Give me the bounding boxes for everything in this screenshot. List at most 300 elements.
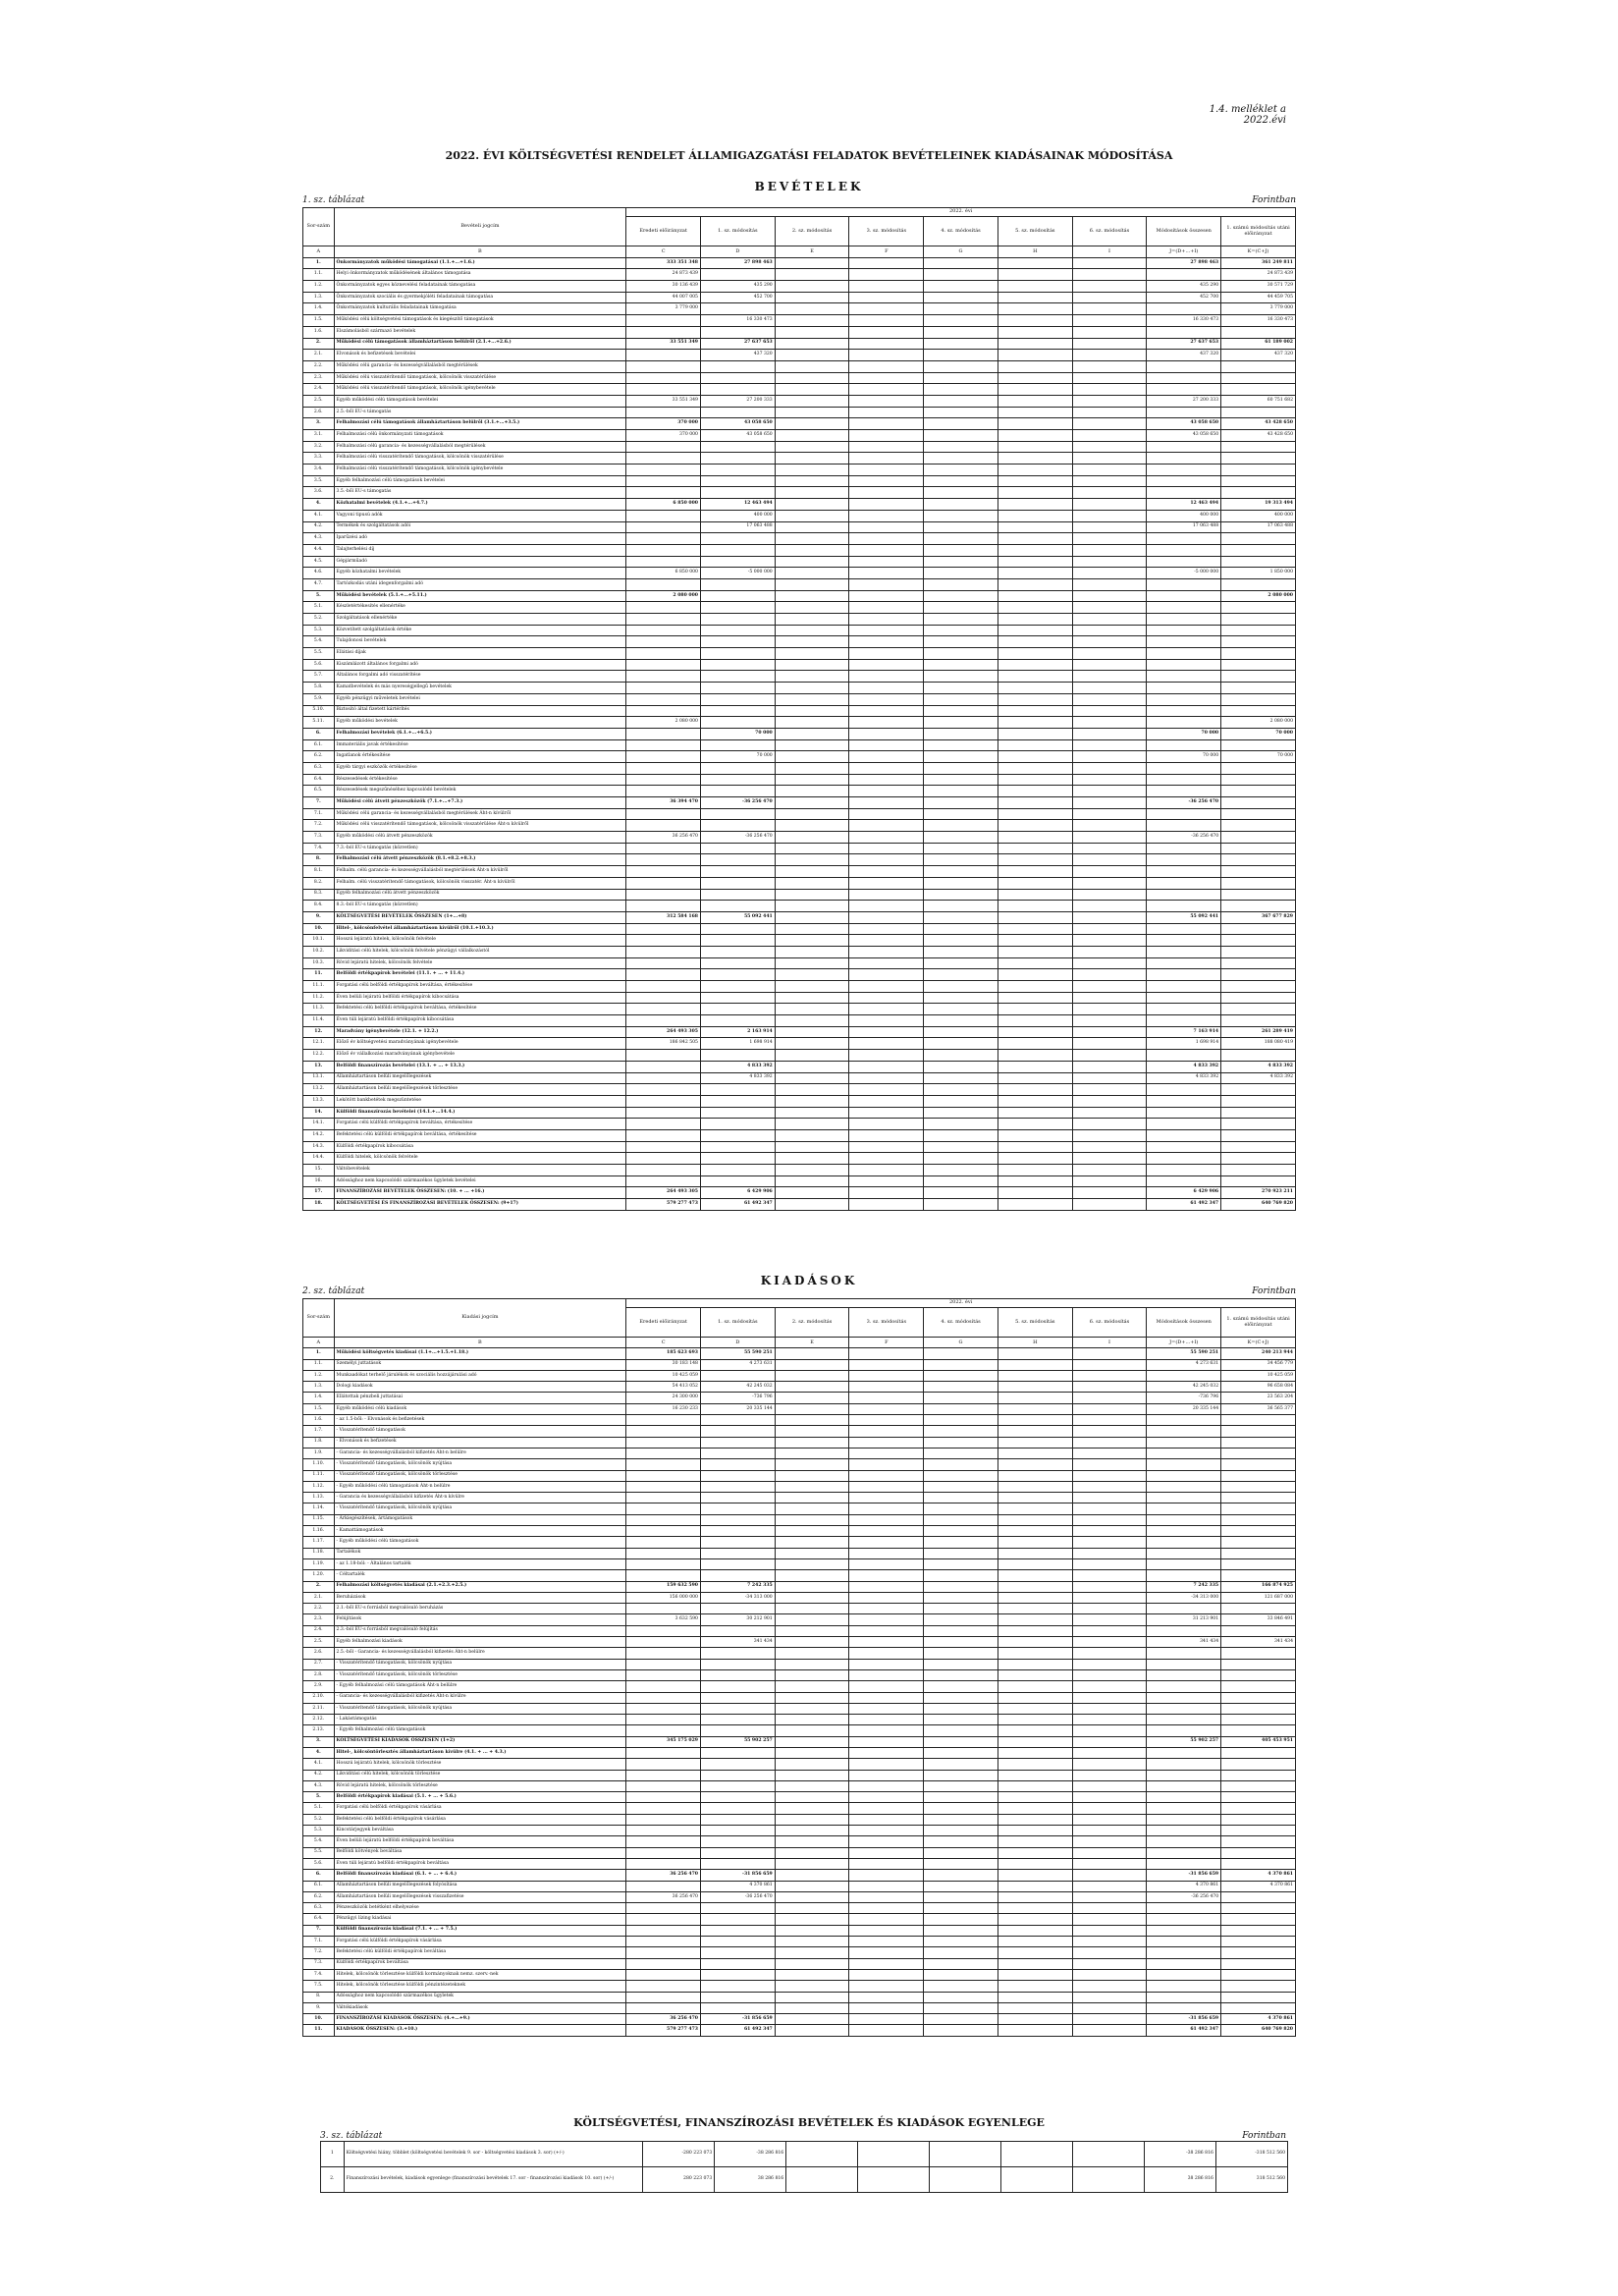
value-mod-3 xyxy=(849,1393,924,1403)
table-row xyxy=(303,1348,1296,1359)
value-modositasok xyxy=(1147,1370,1221,1381)
value-mod-1 xyxy=(700,1770,775,1780)
value-mod-3 xyxy=(849,1648,924,1659)
row-title: Munkaadókat terhelő járulékok és szociális hozzájárulási adó xyxy=(334,1370,626,1381)
value-modositott: 33 846 491 xyxy=(1221,1614,1296,1625)
value-modositott xyxy=(1221,1514,1296,1525)
value-mod-3 xyxy=(849,521,924,533)
value-mod-1 xyxy=(700,1725,775,1736)
row-number: 3.6. xyxy=(303,487,335,499)
value-mod-4 xyxy=(924,475,998,487)
value-mod-6 xyxy=(1072,1592,1147,1603)
value-mod-1 xyxy=(700,1481,775,1492)
value-modositott xyxy=(1221,693,1296,705)
table-row xyxy=(303,1061,1296,1072)
value-mod-5 xyxy=(998,1736,1072,1747)
value-mod-1: 7 242 335 xyxy=(700,1581,775,1592)
expense-heading: KIADÁSOK xyxy=(760,1274,858,1287)
value-mod-6 xyxy=(1072,1038,1147,1050)
table-row xyxy=(303,1548,1296,1558)
value-modositasok xyxy=(1147,1826,1221,1836)
value-mod-3 xyxy=(849,1747,924,1758)
value-mod-4 xyxy=(924,1692,998,1703)
value-mod-4 xyxy=(924,281,998,293)
value-modositasok xyxy=(1147,1759,1221,1770)
value-mod-5 xyxy=(998,866,1072,878)
value-mod-1 xyxy=(700,475,775,487)
value-mod-6 xyxy=(1072,1199,1147,1211)
value-mod-5 xyxy=(998,1858,1072,1869)
value-mod-5 xyxy=(998,487,1072,499)
value-eredeti xyxy=(626,636,701,648)
value-mod-3 xyxy=(849,395,924,407)
value-mod-4 xyxy=(924,820,998,832)
col-sorszam: Sor-szám xyxy=(303,208,335,246)
table-row xyxy=(303,923,1296,935)
value-mod-2 xyxy=(775,832,849,844)
value-mod-2 xyxy=(775,636,849,648)
row-title: Forgatási célú belföldi értékpapírok beváltása, értékesítése xyxy=(334,981,626,993)
value-eredeti xyxy=(626,1847,701,1858)
value-mod-6 xyxy=(1072,969,1147,981)
value-mod-4 xyxy=(924,510,998,521)
value-mod-2 xyxy=(775,475,849,487)
value-mod-3 xyxy=(849,877,924,889)
value-mod-3 xyxy=(849,1992,924,2002)
value-mod-6 xyxy=(1072,981,1147,993)
value-modositasok: 4 833 392 xyxy=(1147,1061,1221,1072)
value-mod-4 xyxy=(924,946,998,957)
value-modositott xyxy=(1221,1415,1296,1426)
value-eredeti xyxy=(626,1514,701,1525)
value-mod-4 xyxy=(924,521,998,533)
table-row xyxy=(303,1129,1296,1141)
row-title: Hitel-, kölcsönfelvétel államháztartáson kívülről (10.1.+10.3.) xyxy=(334,923,626,935)
value-mod-3 xyxy=(849,510,924,521)
value-mod-4 xyxy=(924,257,998,269)
table-row xyxy=(303,981,1296,993)
value-mod-3 xyxy=(849,1881,924,1891)
value-mod-2 xyxy=(775,911,849,923)
value-mod-4 xyxy=(924,981,998,993)
table-row xyxy=(303,659,1296,671)
value-mod-1 xyxy=(700,303,775,315)
value-mod-1: -736 796 xyxy=(700,1393,775,1403)
row-title: Lekötött bankbetétek megszüntetése xyxy=(334,1095,626,1107)
value-mod-5 xyxy=(998,901,1072,912)
value-mod-1 xyxy=(700,705,775,717)
value-mod-5 xyxy=(998,1370,1072,1381)
value-mod-1 xyxy=(700,614,775,626)
row-title: - Egyéb működési célú támogatások Áht-n belülre xyxy=(334,1481,626,1492)
value-mod-2 xyxy=(775,1348,849,1359)
value-mod-5 xyxy=(998,338,1072,350)
value-mod-5 xyxy=(998,360,1072,372)
table-row xyxy=(303,1038,1296,1050)
value-eredeti: 36 256 470 xyxy=(626,2014,701,2025)
col-mod-5: 5. sz. módosítás xyxy=(998,217,1072,246)
row-number: 8.1. xyxy=(303,866,335,878)
row-number: 11.1. xyxy=(303,981,335,993)
value-eredeti: 24 873 439 xyxy=(626,269,701,281)
value-mod-6 xyxy=(1072,1881,1147,1891)
value-modositott: 2 080 000 xyxy=(1221,590,1296,602)
value-mod-6 xyxy=(1072,1503,1147,1514)
value-eredeti xyxy=(626,1681,701,1692)
value-modositasok xyxy=(1147,935,1221,947)
value-mod-5 xyxy=(998,1715,1072,1725)
value-mod-3 xyxy=(849,430,924,442)
value-mod-2 xyxy=(775,315,849,327)
value-modositasok: 452 700 xyxy=(1147,292,1221,303)
value-modositasok xyxy=(1147,453,1221,465)
value-eredeti xyxy=(626,1537,701,1548)
table-row xyxy=(303,1015,1296,1027)
value-modositott xyxy=(1221,739,1296,751)
table-row xyxy=(303,1847,1296,1858)
value-mod-4 xyxy=(924,1199,998,1211)
value-mod-1 xyxy=(700,1937,775,1947)
value-modositott xyxy=(1221,1958,1296,1969)
value-mod-6 xyxy=(1072,1826,1147,1836)
value-eredeti: 2 080 000 xyxy=(626,717,701,729)
value-mod-1: 38 286 816 xyxy=(715,2167,786,2193)
row-number: 6.3. xyxy=(303,762,335,774)
value-mod-1: -31 856 659 xyxy=(700,1870,775,1881)
row-title: Államháztartáson belüli megelőlegezések visszafizetése xyxy=(334,1891,626,1902)
value-eredeti xyxy=(626,1992,701,2002)
row-title: Éven belüli lejáratú belföldi értékpapírok beváltása xyxy=(334,1836,626,1847)
value-mod-3 xyxy=(849,808,924,820)
row-number: 2.2. xyxy=(303,1604,335,1614)
value-modositott: 70 000 xyxy=(1221,751,1296,763)
value-mod-3 xyxy=(849,1736,924,1747)
value-eredeti: 185 623 693 xyxy=(626,1348,701,1359)
value-modositasok xyxy=(1147,407,1221,418)
value-mod-2 xyxy=(775,957,849,969)
value-mod-1 xyxy=(700,1570,775,1581)
value-eredeti: 36 394 470 xyxy=(626,797,701,809)
value-eredeti xyxy=(626,1659,701,1669)
row-title: Éven túli lejáratú belföldi értékpapírok kibocsátása xyxy=(334,1015,626,1027)
column-letter: D xyxy=(700,1338,775,1348)
value-mod-5 xyxy=(998,1648,1072,1659)
row-number: 2. xyxy=(303,338,335,350)
value-mod-4 xyxy=(924,1947,998,1958)
value-mod-3 xyxy=(849,1493,924,1503)
value-modositasok xyxy=(1147,1514,1221,1525)
table-row xyxy=(303,1526,1296,1537)
value-eredeti: 36 256 470 xyxy=(626,832,701,844)
row-title: Működési célú támogatások államháztartáson belülről (2.1.+...+2.6.) xyxy=(334,338,626,350)
table-row xyxy=(303,2014,1296,2025)
value-modositasok xyxy=(1147,372,1221,384)
value-modositott xyxy=(1221,1175,1296,1187)
value-mod-1 xyxy=(700,360,775,372)
value-mod-3 xyxy=(849,1084,924,1096)
value-modositott xyxy=(1221,1703,1296,1714)
value-mod-5 xyxy=(998,1415,1072,1426)
value-mod-3 xyxy=(849,648,924,660)
table-row xyxy=(303,1792,1296,1803)
row-number: 6.1. xyxy=(303,739,335,751)
value-mod-6 xyxy=(1072,1659,1147,1669)
value-mod-5 xyxy=(998,946,1072,957)
row-title: Külföldi értékpapírok kibocsátása xyxy=(334,1141,626,1153)
value-mod-1 xyxy=(700,957,775,969)
column-letter: G xyxy=(924,246,998,258)
value-mod-4 xyxy=(924,1881,998,1891)
column-letter-row xyxy=(303,1338,1296,1348)
table-row xyxy=(303,1625,1296,1636)
value-mod-4 xyxy=(924,683,998,694)
value-modositasok xyxy=(1147,820,1221,832)
row-number: 4.2. xyxy=(303,521,335,533)
row-number: 2.6. xyxy=(303,407,335,418)
value-mod-1: 55 590 251 xyxy=(700,1348,775,1359)
value-mod-2 xyxy=(775,774,849,786)
value-mod-1 xyxy=(700,693,775,705)
row-number: 8. xyxy=(303,1992,335,2002)
table-row xyxy=(303,1004,1296,1015)
row-number: 1.4. xyxy=(303,1393,335,1403)
table-row xyxy=(303,877,1296,889)
row-number: 9. xyxy=(303,911,335,923)
value-modositasok xyxy=(1147,866,1221,878)
value-mod-6 xyxy=(1072,705,1147,717)
value-mod-6 xyxy=(1072,1558,1147,1569)
value-mod-6 xyxy=(1072,1692,1147,1703)
value-mod-2 xyxy=(775,1937,849,1947)
value-mod-1 xyxy=(700,1437,775,1448)
value-mod-1 xyxy=(700,1558,775,1569)
value-mod-4 xyxy=(924,338,998,350)
value-modositasok: 38 286 816 xyxy=(1144,2167,1215,2193)
table-row xyxy=(303,1095,1296,1107)
value-modositasok: -36 256 470 xyxy=(1147,1891,1221,1902)
table-row xyxy=(303,832,1296,844)
value-eredeti: 36 256 470 xyxy=(626,1891,701,1902)
value-modositott xyxy=(1221,533,1296,545)
value-mod-1 xyxy=(700,1958,775,1969)
value-mod-1: 61 492 347 xyxy=(700,2025,775,2036)
value-mod-6 xyxy=(1072,648,1147,660)
column-letter: C xyxy=(626,1338,701,1348)
value-modositasok: 31 213 901 xyxy=(1147,1614,1221,1625)
value-mod-1: 55 092 441 xyxy=(700,911,775,923)
value-mod-6 xyxy=(1072,2025,1147,2036)
table-row xyxy=(303,797,1296,809)
value-modositott xyxy=(1221,901,1296,912)
value-mod-3 xyxy=(849,487,924,499)
value-mod-6 xyxy=(1072,1050,1147,1062)
value-modositasok xyxy=(1147,739,1221,751)
value-mod-4 xyxy=(924,568,998,579)
table-row xyxy=(303,1370,1296,1381)
row-title: Belföldi finanszírozás kiadásai (6.1. + ... + 6.4.) xyxy=(334,1870,626,1881)
row-number: 4.6. xyxy=(303,568,335,579)
value-modositasok: 70 000 xyxy=(1147,751,1221,763)
value-mod-1 xyxy=(700,1141,775,1153)
value-mod-5 xyxy=(998,1015,1072,1027)
value-mod-2 xyxy=(775,1437,849,1448)
value-mod-4 xyxy=(924,1937,998,1947)
row-title: Belföldi értékpapírok kiadásai (5.1. + ... + 5.6.) xyxy=(334,1792,626,1803)
value-mod-6 xyxy=(1072,843,1147,854)
row-title: Előző év költségvetési maradványának igénybevétele xyxy=(334,1038,626,1050)
row-number: 7. xyxy=(303,797,335,809)
value-mod-1: 43 058 650 xyxy=(700,418,775,430)
value-mod-3 xyxy=(849,797,924,809)
value-mod-3 xyxy=(849,774,924,786)
value-mod-5 xyxy=(998,1038,1072,1050)
value-mod-4 xyxy=(924,441,998,453)
value-mod-1 xyxy=(700,544,775,556)
row-title: Egyéb működési célú átvett pénzeszközök xyxy=(334,832,626,844)
value-modositasok xyxy=(1147,923,1221,935)
row-number: 5. xyxy=(303,1792,335,1803)
value-modositasok xyxy=(1147,1570,1221,1581)
value-mod-2 xyxy=(775,1592,849,1603)
value-mod-2 xyxy=(775,407,849,418)
value-mod-3 xyxy=(849,1958,924,1969)
value-eredeti xyxy=(626,1165,701,1176)
table-row xyxy=(303,544,1296,556)
value-mod-3 xyxy=(849,1847,924,1858)
value-mod-2 xyxy=(775,751,849,763)
value-mod-1 xyxy=(700,1692,775,1703)
value-eredeti: 280 223 073 xyxy=(643,2167,715,2193)
value-mod-1 xyxy=(700,1459,775,1470)
value-mod-6 xyxy=(1072,717,1147,729)
row-title: Dologi kiadások xyxy=(334,1382,626,1393)
value-mod-6 xyxy=(1072,350,1147,361)
value-modositasok xyxy=(1147,487,1221,499)
value-mod-1: 16 330 473 xyxy=(700,315,775,327)
row-title: Kamatbevételek és más nyereségjellegű bevételek xyxy=(334,683,626,694)
value-mod-2 xyxy=(775,1526,849,1537)
row-title: Helyi önkormányzatok működésének általános támogatása xyxy=(334,269,626,281)
row-number: 10.3. xyxy=(303,957,335,969)
col-sorszam: Sor-szám xyxy=(303,1299,335,1338)
value-modositott: -318 512 560 xyxy=(1215,2142,1287,2167)
value-mod-6 xyxy=(1072,1780,1147,1791)
value-mod-5 xyxy=(998,602,1072,614)
value-mod-2 xyxy=(775,441,849,453)
value-mod-6 xyxy=(1072,832,1147,844)
table-row xyxy=(303,315,1296,327)
value-mod-6 xyxy=(1072,1481,1147,1492)
row-title: Forgatási célú külföldi értékpapírok vásárlása xyxy=(334,1937,626,1947)
value-mod-2 xyxy=(775,843,849,854)
row-number: 6.5. xyxy=(303,786,335,797)
value-mod-6 xyxy=(1072,1969,1147,1980)
value-mod-4 xyxy=(924,728,998,739)
value-mod-4 xyxy=(924,1493,998,1503)
value-mod-6 xyxy=(1072,1715,1147,1725)
value-mod-2 xyxy=(775,1393,849,1403)
value-eredeti xyxy=(626,1448,701,1458)
value-eredeti xyxy=(626,889,701,901)
value-mod-6 xyxy=(1073,2142,1145,2167)
value-mod-3 xyxy=(849,303,924,315)
value-mod-4 xyxy=(924,625,998,636)
value-modositasok xyxy=(1147,1095,1221,1107)
value-mod-4 xyxy=(924,636,998,648)
table-row xyxy=(303,1470,1296,1481)
value-mod-1 xyxy=(700,326,775,338)
value-mod-5 xyxy=(998,648,1072,660)
value-mod-3 xyxy=(849,1870,924,1881)
value-mod-1 xyxy=(700,384,775,396)
row-title: - Árkiegészítések, ártámogatások xyxy=(334,1514,626,1525)
value-eredeti xyxy=(626,1119,701,1130)
value-modositott: 318 512 560 xyxy=(1215,2167,1287,2193)
table-row xyxy=(303,1803,1296,1814)
col-modositott: 1. számú módosítás utáni előirányzat xyxy=(1221,217,1296,246)
value-mod-1 xyxy=(700,1548,775,1558)
row-title: Hitel-, kölcsöntörlesztés államháztartáson kívülre (4.1. + ... + 4.3.) xyxy=(334,1747,626,1758)
row-number: 5.8. xyxy=(303,683,335,694)
value-modositott xyxy=(1221,1526,1296,1537)
value-modositott xyxy=(1221,659,1296,671)
value-mod-6 xyxy=(1072,1153,1147,1165)
value-mod-5 xyxy=(998,797,1072,809)
col-year: 2022. évi xyxy=(626,1299,1296,1308)
value-mod-2 xyxy=(775,1992,849,2002)
row-number: 10.2. xyxy=(303,946,335,957)
table-row xyxy=(303,395,1296,407)
value-modositott xyxy=(1221,636,1296,648)
value-mod-5 xyxy=(998,1659,1072,1669)
value-mod-3 xyxy=(849,1581,924,1592)
value-mod-2 xyxy=(775,981,849,993)
value-mod-4 xyxy=(924,786,998,797)
value-eredeti: 6 850 000 xyxy=(626,568,701,579)
value-mod-2 xyxy=(775,1847,849,1858)
value-mod-2 xyxy=(775,1426,849,1437)
value-mod-1 xyxy=(700,487,775,499)
table-row xyxy=(303,625,1296,636)
value-modositott xyxy=(1221,1481,1296,1492)
value-modositott: 10 425 059 xyxy=(1221,1370,1296,1381)
value-modositasok xyxy=(1147,1669,1221,1680)
row-number: 16. xyxy=(303,1175,335,1187)
value-eredeti xyxy=(626,843,701,854)
row-title: Gépjárműadó xyxy=(334,556,626,568)
value-mod-5 xyxy=(998,1814,1072,1825)
row-number: 14.2. xyxy=(303,1129,335,1141)
row-title: Kiszámlázott általános forgalmi adó xyxy=(334,659,626,671)
value-mod-1: 400 000 xyxy=(700,510,775,521)
value-mod-2 xyxy=(775,510,849,521)
value-mod-5 xyxy=(998,1514,1072,1525)
value-mod-4 xyxy=(924,866,998,878)
value-mod-6 xyxy=(1072,1470,1147,1481)
value-modositasok: 27 898 463 xyxy=(1147,257,1221,269)
value-mod-6 xyxy=(1072,292,1147,303)
value-mod-1: 27 200 333 xyxy=(700,395,775,407)
value-mod-1 xyxy=(700,1826,775,1836)
value-mod-1 xyxy=(700,1858,775,1869)
value-mod-6 xyxy=(1072,1165,1147,1176)
value-modositott xyxy=(1221,1537,1296,1548)
value-mod-6 xyxy=(1072,1736,1147,1747)
table-row xyxy=(303,1426,1296,1437)
value-mod-3 xyxy=(849,281,924,293)
value-mod-6 xyxy=(1072,2002,1147,2013)
value-mod-1: 42 245 032 xyxy=(700,1382,775,1393)
